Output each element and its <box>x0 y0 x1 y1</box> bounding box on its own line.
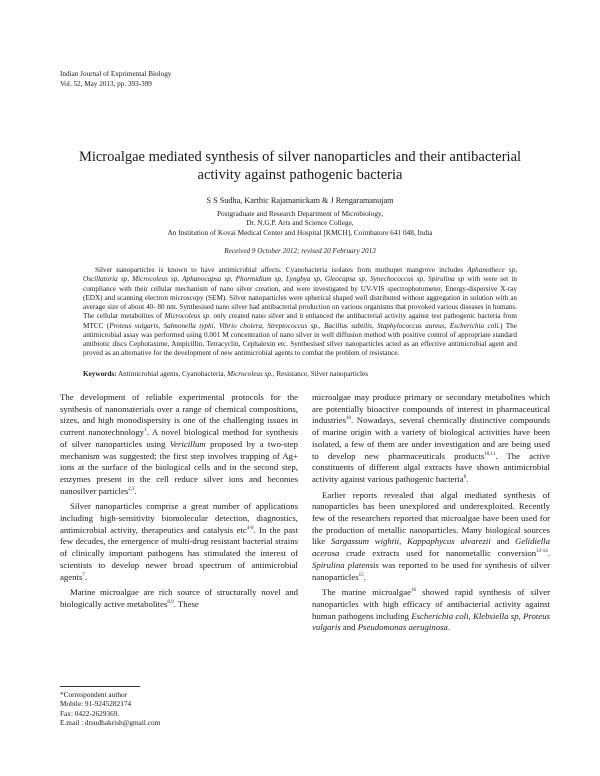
page-title <box>40 148 560 184</box>
abstract <box>83 266 517 359</box>
affiliation <box>0 209 600 237</box>
keywords-text: , Resistance, Silver nanoparticles <box>272 370 368 378</box>
affiliation-line-1: Postgraduate and Research Department of Microbiology, <box>216 209 384 218</box>
body-text: . <box>134 485 137 496</box>
species-name: Gelidiella acerosa <box>312 536 550 559</box>
body-text: crude extracts used for nanometallic conversion <box>339 548 537 559</box>
body-paragraph <box>312 392 550 486</box>
abstract-text: ) The antimicrobial assay was performed using 0.001 M concentration of nano silver in well diffusion method with positive control of appropriate standard antibiotic discs Cephotaxime, Ampicillin, Tetracyclin, Cephalexin etc. Synthesised silver nanoparticles acted as an effective antimicrobial agent and proved as an alternative for the development of new antimicrobial agents to combat the problem of resistance. <box>83 321 517 358</box>
authors: S S Sudha, Karthic Rajamanickam & J Rengaramanujam <box>206 196 394 205</box>
keywords-text: Antimicrobial agents, Cyanobacteria, <box>116 370 228 378</box>
correspondence-fax: Fax: 0422-2629369. <box>60 708 120 718</box>
abstract-text: . only created nano silver and it enhanced the antibacterial activity against test pathogenic bacteria from MTCC ( <box>83 312 517 330</box>
body-text: and <box>340 622 358 633</box>
right-column <box>312 392 550 638</box>
species-name: Spirulina platensis <box>312 559 379 570</box>
correspondence-email: E.mail : drsudhakrish@gmail.com <box>60 717 161 727</box>
species-name: Pseudomonas aeruginosa <box>357 622 448 633</box>
left-column <box>60 392 298 615</box>
body-paragraph <box>60 587 298 610</box>
keywords <box>83 370 517 378</box>
body-text: . The active constituents of different algal extracts have shown antimicrobial activity against various pathogenic bacteria <box>312 450 550 484</box>
abstract-species: Microcoleus sp <box>164 312 210 321</box>
body-text: The development of reliable experimental protocols for the synthesis of nanomaterials over a range of chemical compositions, sizes, and high monodispersity is one of the challenging issues in current nanotechnology <box>60 392 298 438</box>
body-text: . Nowadays, several chemically distinctive compounds of marine origin with a variety of biological activities have been isolated, a few of them are under investigation and are being used to develop new pharmaceuticals products <box>312 415 550 461</box>
species-name: Escherichia coli <box>411 610 469 621</box>
body-text: . In the past few decades, the emergence of multi-drug resistant bacterial strains of clinically important pathogens has stimulated the interest of scientists to develop newer broad spectrum of antimicrobial agents <box>60 524 299 582</box>
body-text: . <box>447 622 451 633</box>
correspondence-label: *Correspondent author <box>60 690 128 699</box>
species-name: Sargassum wightii <box>330 536 400 547</box>
correspondence-mobile: Mobile: 91-9245282174 <box>60 699 132 709</box>
species-name: Proteus vulgaris <box>312 610 550 633</box>
body-text: , <box>468 610 474 621</box>
body-text: was reported to be used for synthesis of silver nanoparticles <box>312 559 550 582</box>
body-text: and <box>490 536 515 547</box>
journal-volume: Vol. 52, May 2013, pp. 393-399 <box>60 79 152 88</box>
citation: 4-6 <box>246 525 254 531</box>
journal-name: Indian Journal of Exprimental Biology <box>60 70 172 78</box>
citation: 1 <box>144 428 147 434</box>
species-name: Klebsiella sp <box>473 610 519 621</box>
citation: 7 <box>82 572 85 578</box>
body-text: Silver nanoparticles comprise a great number of applications including high-sensitivity biomolecular detection, diagnostics, antimicrobial activity, therapeutics and catalysis etc <box>60 501 298 535</box>
abstract-text: Silver nanoparticles is known to have antimicrobial affects. Cyanobacteria isolates from muthupet mangrove includes <box>95 266 468 274</box>
body-text: , <box>399 536 408 547</box>
body-text: microalgae may produce primary or secondary metabolites which are potentially bioactive compounds of interest in pharmaceutical industries <box>312 392 550 426</box>
abstract-species: Proteus vulgaris, Salmonella typhi, Vibrio cholera, Streptococcus sp., Bacillus subtilis, Staphylococcus aureus, Escherichia coli. <box>109 321 501 330</box>
body-text: . These <box>173 598 199 609</box>
body-paragraph <box>60 501 298 583</box>
body-text: Marine microalgae are rich source of structurally novel and biologically active metabolites <box>60 587 298 609</box>
species-name: Kappaphycus alvarezii <box>407 536 491 547</box>
body-text: showed rapid synthesis of silver nanoparticles with high efficacy of antibacterial activity against human pathogens including <box>312 587 550 621</box>
body-text: . <box>547 548 550 559</box>
body-text: . <box>363 571 366 582</box>
citation: 2,3 <box>128 486 135 492</box>
citation: 10,11 <box>484 451 496 457</box>
title-line-2: activity against pathogenic bacteria <box>197 167 403 183</box>
citation: 8 <box>463 475 467 481</box>
body-paragraph <box>60 392 298 497</box>
species-name: Vericillum <box>169 438 206 449</box>
body-text: The marine microalgae <box>322 587 411 598</box>
body-text: Earlier reports revealed that algal mediated synthesis of nanoparticles has been unexplored and underexploited. Recently few of the researchers reported that microalgae have been used for the production of metallic nanoparticles. Many biological sources like <box>312 489 550 547</box>
citation: 10 <box>346 416 352 422</box>
abstract-species: Aphanothece sp, Oscillatoria sp, Microcoleus sp, Aphanocapsa sp, Phormidium sp, Lyngbya sp, Gleocapsa sp, Synechococcus sp, Spirulina sp <box>83 266 517 284</box>
abstract-paragraph <box>83 266 517 359</box>
body-text: . <box>84 571 88 582</box>
citation: 15 <box>358 572 364 578</box>
body-paragraph <box>312 587 550 634</box>
title-line-1: Microalgae mediated synthesis of silver nanoparticles and their antibacterial <box>78 149 522 165</box>
body-text: proposed by a two-step mechanism was suggested; the first step involves trapping of Ag+ ions at the surface of the biological cells and in the second step, enzymes present in the cell reduce silver ions and becomes nanosilver particles <box>60 438 298 496</box>
affiliation-line-3: An Institution of Kovai Medical Center and Hospital [KMCH], Coimbatore 641 048, India <box>167 227 433 237</box>
citation: 16 <box>410 588 416 594</box>
correspondence-footnote <box>60 690 160 727</box>
received-dates: Received 9 October 2012; revised 20 February 2013 <box>224 247 376 255</box>
citation: 8,9 <box>167 600 174 606</box>
citation: 12-14 <box>536 549 548 555</box>
body-text: , <box>518 610 524 621</box>
body-text: . <box>466 473 469 484</box>
footnote-divider <box>60 686 140 687</box>
body-paragraph <box>312 490 550 584</box>
abstract-text: with were set in compliance with their cellular mechanism of nano silver creation, and were investigated by UV-VIS spectrophotometer, Energy-dispersive X-ray (EDX) and scanning electron microscopy (SEM). Silver nanoparticles were spherical shaped well distributed without aggregation in solution with an average size of about 40- 80 nm. Synthesised nano silver had antibacterial production on various organisms that provoked various diseases in humans. The cellular metabolites of <box>83 275 517 321</box>
body-text: . A novel biological method for synthesis of silver nanoparticles using <box>60 427 298 449</box>
affiliation-line-2: Dr. N.G.P. Arts and Science College, <box>246 218 354 228</box>
keywords-label: Keywords: <box>83 370 117 378</box>
journal-header <box>60 70 171 89</box>
keywords-species: Microcoleus sp. <box>227 370 273 378</box>
